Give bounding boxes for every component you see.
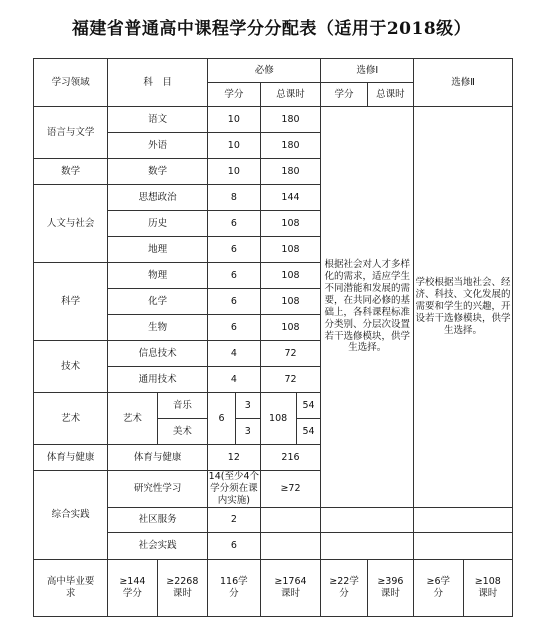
grad-hours	[157, 559, 207, 616]
community-hours	[260, 507, 321, 532]
domain-arts: 艺术	[34, 393, 108, 445]
social-credits: 6	[208, 532, 261, 559]
subject-hours: 144	[260, 185, 321, 211]
community-credits: 2	[208, 507, 261, 532]
header-domain: 学习领域	[34, 59, 108, 107]
domain-graduation	[34, 559, 108, 616]
subject-credits: 6	[208, 315, 261, 341]
elective1-note: 根据社会对人才多样化的需求，适应学生不同潜能和发展的需要，在共同必修的基础上，各科课程标准分类别、分层次设置若干选修模块，供学生选择。	[321, 107, 414, 508]
header-elective1-hours: 总课时	[367, 83, 413, 107]
header-elective2: 选修Ⅱ	[414, 59, 513, 107]
subject-credits: 4	[208, 367, 261, 393]
subject-hours: 216	[260, 445, 321, 471]
research-hours: ≥72	[260, 471, 321, 508]
subject-hours: 108	[260, 315, 321, 341]
subject-name: 外语	[108, 133, 208, 159]
credit-table	[33, 58, 513, 617]
subject-name: 地理	[108, 237, 208, 263]
required-credits	[208, 559, 261, 616]
domain-pe: 体育与健康	[34, 445, 108, 471]
domain-language: 语言与文学	[34, 107, 108, 159]
subject-name: 体育与健康	[108, 445, 208, 471]
subject-name: 生物	[108, 315, 208, 341]
arts-total-credits: 6	[208, 393, 236, 445]
grad-credits	[108, 559, 157, 616]
subject-credits: 6	[208, 289, 261, 315]
graduation-label: 高中毕业要求	[46, 575, 95, 599]
grad-hours-text: ≥2268课时	[166, 575, 199, 599]
subject-hours: 72	[260, 367, 321, 393]
fine-arts-hours: 54	[296, 419, 321, 445]
subject-credits: 8	[208, 185, 261, 211]
subject-credits: 10	[208, 107, 261, 133]
empty-cell	[414, 532, 513, 559]
subject-credits: 6	[208, 263, 261, 289]
domain-tech: 技术	[34, 341, 108, 393]
header-elective1: 选修Ⅰ	[321, 59, 414, 83]
elective1-credits	[321, 559, 367, 616]
elective2-credits	[414, 559, 463, 616]
music-credits: 3	[235, 393, 260, 419]
empty-cell	[321, 507, 414, 532]
subject-fine-arts: 美术	[157, 419, 207, 445]
subject-name: 通用技术	[108, 367, 208, 393]
subject-name: 社区服务	[108, 507, 208, 532]
subject-hours: 72	[260, 341, 321, 367]
subject-hours: 180	[260, 133, 321, 159]
subject-music: 音乐	[157, 393, 207, 419]
elective2-hours	[463, 559, 513, 616]
social-hours	[260, 532, 321, 559]
music-hours: 54	[296, 393, 321, 419]
header-elective1-credits: 学分	[321, 83, 367, 107]
domain-science: 科学	[34, 263, 108, 341]
subject-name: 语文	[108, 107, 208, 133]
subject-credits: 6	[208, 211, 261, 237]
subject-hours: 180	[260, 107, 321, 133]
subject-credits: 12	[208, 445, 261, 471]
subject-name: 历史	[108, 211, 208, 237]
subject-name: 思想政治	[108, 185, 208, 211]
empty-cell	[321, 532, 414, 559]
elective1-hours-text: ≥396课时	[377, 575, 404, 599]
elective2-credits-text: ≥6学分	[426, 575, 451, 599]
arts-total-hours: 108	[260, 393, 296, 445]
subject-name: 数学	[108, 159, 208, 185]
required-credits-text: 116学分	[220, 575, 248, 599]
subject-hours: 180	[260, 159, 321, 185]
elective2-hours-text: ≥108课时	[474, 575, 501, 599]
elective1-hours	[367, 559, 413, 616]
subject-hours: 108	[260, 289, 321, 315]
arts-label: 艺术	[108, 393, 157, 445]
elective2-note: 学校根据当地社会、经济、科技、文化发展的需要和学生的兴趣，开设若干选修模块，供学生选择。	[414, 107, 513, 508]
subject-credits: 4	[208, 341, 261, 367]
domain-math: 数学	[34, 159, 108, 185]
empty-cell	[414, 507, 513, 532]
subject-credits: 6	[208, 237, 261, 263]
subject-name: 信息技术	[108, 341, 208, 367]
subject-name: 社会实践	[108, 532, 208, 559]
subject-credits: 10	[208, 159, 261, 185]
domain-humanities: 人文与社会	[34, 185, 108, 263]
subject-name: 研究性学习	[108, 471, 208, 508]
required-hours-text: ≥1764课时	[274, 575, 307, 599]
required-hours	[260, 559, 321, 616]
header-required: 必修	[208, 59, 321, 83]
subject-hours: 108	[260, 237, 321, 263]
subject-hours: 108	[260, 211, 321, 237]
header-required-credits: 学分	[208, 83, 261, 107]
subject-name: 物理	[108, 263, 208, 289]
subject-hours: 108	[260, 263, 321, 289]
header-required-hours: 总课时	[260, 83, 321, 107]
fine-arts-credits: 3	[235, 419, 260, 445]
page-title: 福建省普通高中课程学分分配表（适用于2018级）	[71, 19, 472, 39]
domain-practice: 综合实践	[34, 471, 108, 560]
grad-credits-text: ≥144学分	[119, 575, 146, 599]
subject-name: 化学	[108, 289, 208, 315]
header-subject: 科 目	[108, 59, 208, 107]
subject-credits: 10	[208, 133, 261, 159]
research-credits: 14(至少4个学分须在课内实施)	[208, 471, 259, 506]
elective1-credits-text: ≥22学分	[329, 575, 359, 599]
